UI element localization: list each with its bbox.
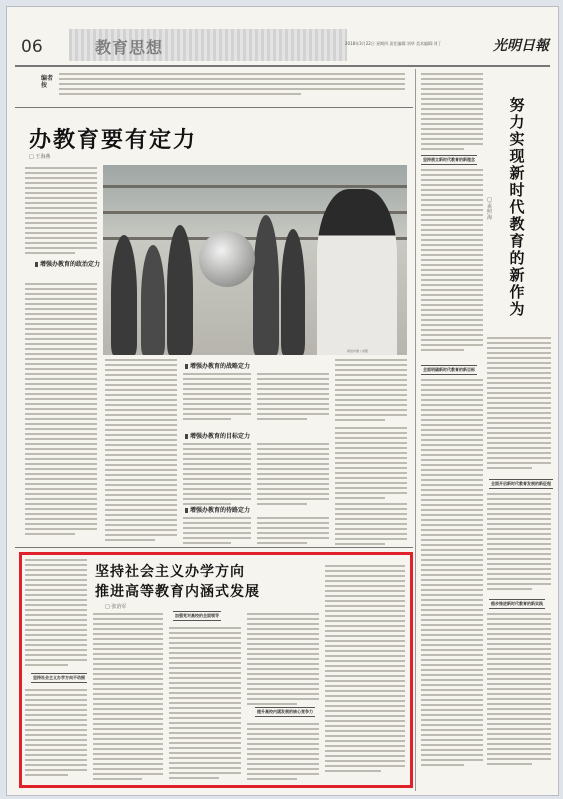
main-article-col3b [257,373,329,423]
main-article-col3e [183,517,251,547]
note-rule [15,107,413,108]
highlight-subhead-2: 加强党对高校的全面领导 [173,611,221,621]
right-article-byline: □ 孟照海 [487,197,493,221]
main-article-col3a [183,373,251,423]
main-article-col3f [257,517,329,547]
highlight-byline: □ 张治军 [105,604,127,610]
right-article-col1b [421,379,483,769]
highlight-subhead-1: 坚持社会主义办学方向不动摇 [31,673,87,683]
main-article-col3c [183,443,251,508]
main-subhead-1: 增强办教育的政治定力 [35,259,100,268]
main-article-col1-top [25,167,97,257]
right-article-title: 努力实现新时代教育的新作为 [509,96,525,318]
main-article-col1-mid [25,283,97,538]
highlight-subhead-3: 提升高校内涵发展的核心竞争力 [255,707,315,717]
right-article-col2c [487,613,551,768]
main-subhead-4: 增强办教育的待路定力 [185,505,250,514]
highlight-title-line2: 推进高等教育内涵式发展 [95,584,260,600]
globe-image [199,231,255,287]
main-subhead-3: 增强办教育的目标定力 [185,431,250,440]
main-article-col2 [105,359,177,544]
right-subhead-1: 坚持展立新时代教育的新理念 [421,155,477,165]
main-article-col3d [257,443,329,508]
editor-note-tag: 编者按 [41,75,54,89]
right-article-col2b [487,493,551,593]
teacher-figure [317,189,397,355]
photo-caption: 视觉中国 / 供图 [347,349,368,353]
highlight-title-line1: 坚持社会主义办学方向 [95,564,245,580]
main-article-title: 办教育要有定力 [29,127,198,153]
section-title: 教育思想 [95,38,164,57]
page-number: 06 [21,37,43,57]
newspaper-page [6,6,559,796]
issue-meta: 2018年3月22日 星期四 责任编辑:刘华 美术编辑:刘丁 [345,41,442,46]
classroom-photo [103,165,407,355]
right-subhead-2: 全面明确新时代教育的新目标 [421,365,477,375]
article-divider [15,547,413,548]
highlight-frame [19,552,413,788]
right-article-col2 [487,337,551,472]
newspaper-logo: 光明日報 [493,38,549,54]
main-subhead-2: 增强办教育的战略定力 [185,361,250,370]
right-article-intro [421,73,483,153]
main-article-col4c [335,503,407,548]
main-article-col4b [335,427,407,502]
main-article-byline: □ 王海燕 [29,154,51,160]
column-divider [415,69,416,791]
right-article-col1 [421,169,483,354]
right-subhead-3: 全面开启新时代教育发展的新征程 [489,479,553,489]
editor-note-text [59,73,405,105]
main-article-col4 [335,359,407,424]
header-rule [15,65,550,67]
right-subhead-4: 稳步推进新时代教育的新实践 [489,599,545,609]
